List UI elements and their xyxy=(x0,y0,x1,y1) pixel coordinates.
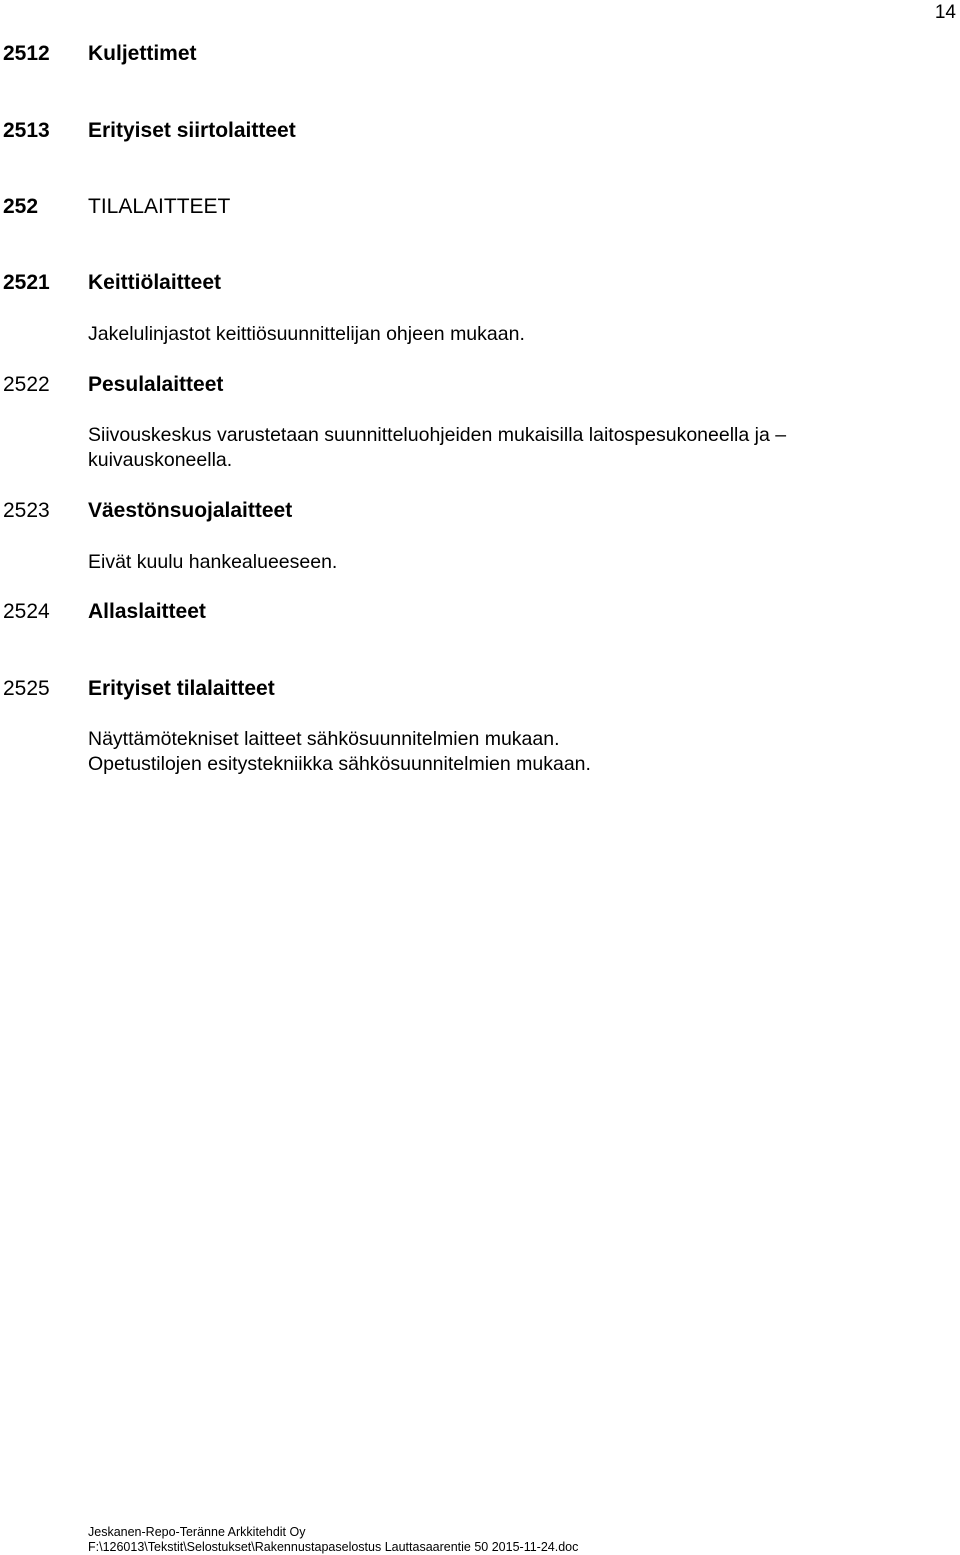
section-title: Keittiölaitteet xyxy=(88,271,222,294)
section-title: Erityiset siirtolaitteet xyxy=(88,119,296,142)
section-heading-2524 xyxy=(3,599,206,625)
section-text-2523: Eivät kuulu hankealueeseen. xyxy=(88,551,338,573)
section-number: 2513 xyxy=(3,119,50,142)
section-number: 2522 xyxy=(3,373,50,396)
section-number: 2524 xyxy=(3,600,50,623)
section-heading-2523 xyxy=(3,498,292,524)
section-number: 2523 xyxy=(3,499,50,522)
section-text-2521: Jakelulinjastot keittiösuunnittelijan ohjeen mukaan. xyxy=(88,323,525,345)
section-number: 2525 xyxy=(3,677,50,700)
section-number: 2521 xyxy=(3,271,50,294)
section-number: 252 xyxy=(3,195,39,218)
section-title: Allaslaitteet xyxy=(88,600,206,623)
footer-file-path: F:\126013\Tekstit\Selostukset\Rakennustapaselostus Lauttasaarentie 50 2015-11-24.doc xyxy=(88,1540,579,1554)
section-text-2525-line-2: Opetustilojen esitystekniikka sähkösuunnitelmien mukaan. xyxy=(88,753,591,775)
page-number: 14 xyxy=(934,2,956,23)
section-heading-2512 xyxy=(3,41,197,67)
section-title: TILALAITTEET xyxy=(88,195,231,218)
section-title: Pesulalaitteet xyxy=(88,373,224,396)
section-text-2522: Siivouskeskus varustetaan suunnitteluohjeiden mukaisilla laitospesukoneella ja – kuivauskoneella. xyxy=(88,424,787,471)
section-heading-252 xyxy=(3,194,230,220)
section-heading-2525 xyxy=(3,676,275,702)
section-heading-2521 xyxy=(3,270,221,296)
footer-company: Jeskanen-Repo-Teränne Arkkitehdit Oy xyxy=(88,1525,306,1539)
section-heading-2522 xyxy=(3,372,223,398)
section-heading-2513 xyxy=(3,118,296,144)
section-title: Väestönsuojalaitteet xyxy=(88,499,293,522)
section-title: Erityiset tilalaitteet xyxy=(88,677,275,700)
section-number: 2512 xyxy=(3,42,50,65)
section-text-2525-line-1: Näyttämötekniset laitteet sähkösuunnitelmien mukaan. xyxy=(88,728,560,750)
section-title: Kuljettimet xyxy=(88,42,197,65)
